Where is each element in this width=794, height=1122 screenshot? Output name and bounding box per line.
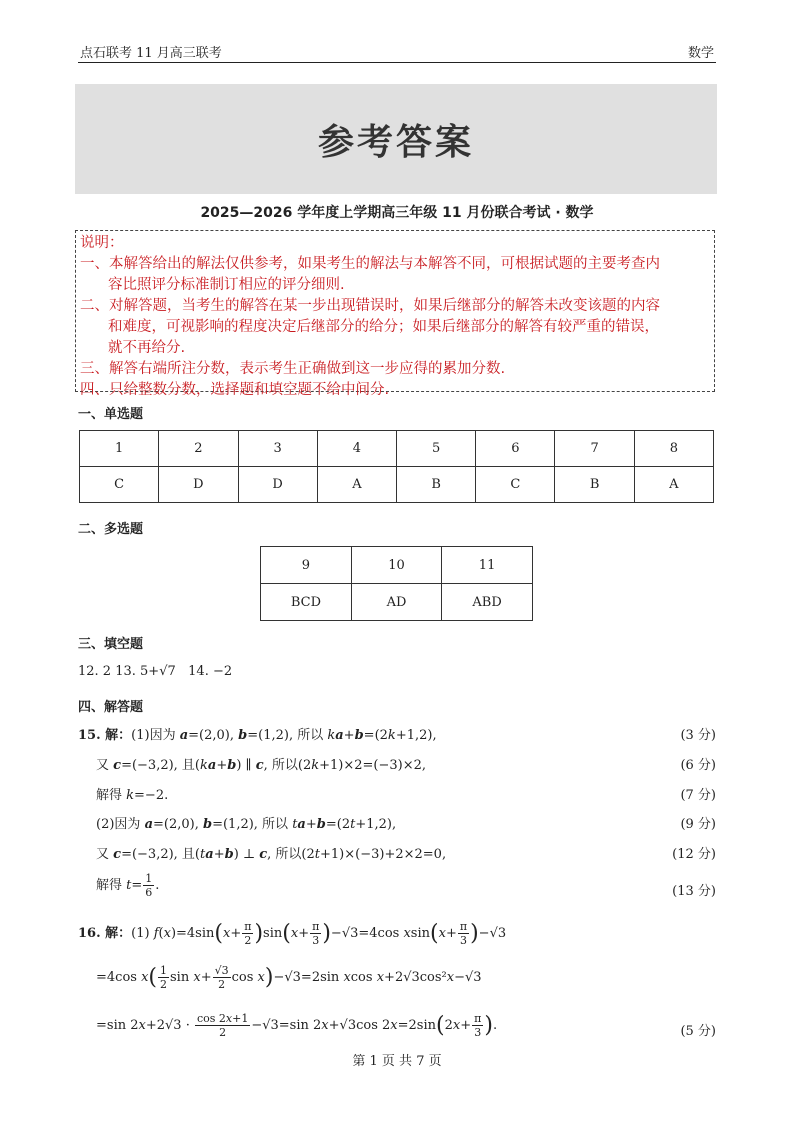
q15-line-5: 又 c=(−3,2), 且(ta+b) ⊥ c, 所以(2t+1)×(−3)+2×2=0, <box>96 847 447 862</box>
q16-label: 16. 解： <box>78 926 132 941</box>
instruction-3: 三、解答右端所注分数，表示考生正确做到这一步应得的累加分数. <box>80 361 506 377</box>
question-number: 3 <box>238 431 317 467</box>
instructions-title: 说明： <box>80 235 124 251</box>
answer-cell: B <box>397 467 476 503</box>
question-number: 11 <box>442 547 533 584</box>
answer-cell: C <box>80 467 159 503</box>
q15-line-2: 又 c=(−3,2), 且(ka+b) ∥ c, 所以(2k+1)×2=(−3)×2, <box>96 758 427 773</box>
instruction-2a: 二、对解答题，当考生的解答在某一步出现错误时，如果后继部分的解答未改变该题的内容 <box>80 298 660 314</box>
banner-title: 参考答案 <box>317 120 474 163</box>
page-footer: 第 1 页 共 7 页 <box>352 1054 442 1069</box>
fill-answer-12-13: 12. 2 13. 5+ <box>78 664 160 679</box>
q15-label: 15. 解： <box>78 728 132 743</box>
answer-cell: ABD <box>442 584 533 621</box>
answer-cell: B <box>555 467 634 503</box>
q16-line-3: =sin 2x+2√3 · $\frac{\cos 2x+1}{2}$ −√3=sin 2x+√3cos 2x=2sin(2x+ $\frac{\pi}{3}$ ). <box>96 1012 498 1039</box>
section-single-choice-title: 一、单选题 <box>78 407 144 422</box>
q15-score-6: (13 分) <box>672 884 716 899</box>
table-row <box>80 467 714 503</box>
question-number: 5 <box>397 431 476 467</box>
answer-cell: D <box>238 467 317 503</box>
header-divider <box>78 62 716 63</box>
table-row <box>261 547 533 584</box>
question-number: 1 <box>80 431 159 467</box>
multi-choice-answer-table <box>260 546 533 621</box>
q15-score-2: (6 分) <box>680 758 716 773</box>
header-subject: 数学 <box>687 46 714 61</box>
question-number: 4 <box>317 431 396 467</box>
q15-line-4: (2)因为 a=(2,0), b=(1,2), 所以 ta+b=(2t+1,2), <box>96 817 397 832</box>
answer-cell: C <box>476 467 555 503</box>
fill-answer-sqrt7: √7 <box>159 664 176 679</box>
table-row <box>80 431 714 467</box>
header-exam-name: 点石联考 11 月高三联考 <box>80 46 222 61</box>
q15-score-5: (12 分) <box>672 847 716 862</box>
answer-cell: A <box>634 467 713 503</box>
question-number: 8 <box>634 431 713 467</box>
q15-score-3: (7 分) <box>680 788 716 803</box>
answer-cell: D <box>159 467 238 503</box>
q15-line-6: 解得 t= $\frac{1}{6}$ . <box>96 872 160 899</box>
instruction-1a: 一、本解答给出的解法仅供参考，如果考生的解法与本解答不同，可根据试题的主要考查内 <box>80 256 660 272</box>
instruction-1b: 容比照评分标准制订相应的评分细则. <box>108 277 345 293</box>
instruction-4: 四、只给整数分数，选择题和填空题不给中间分. <box>80 382 390 398</box>
q16-line-1: 16. 解：(1) f(x)=4sin(x+ $\frac{\pi}{2}$ )sin(x+ $\frac{\pi}{3}$ )−√3=4cos xsin(x+ $\frac{\pi}{3}$ )−√3 <box>78 920 507 947</box>
page-header <box>80 40 714 62</box>
q15-score-1: (3 分) <box>680 728 716 743</box>
q15-score-4: (9 分) <box>680 817 716 832</box>
q15-line-1: 15. 解：(1)因为 a=(2,0), b=(1,2), 所以 ka+b=(2k+1,2), <box>78 728 437 743</box>
answer-cell: BCD <box>261 584 352 621</box>
instructions-box <box>75 230 715 398</box>
table-row <box>261 584 533 621</box>
q15-line-3: 解得 k=−2. <box>96 788 169 803</box>
answer-cell: A <box>317 467 396 503</box>
question-number: 7 <box>555 431 634 467</box>
exam-subtitle: 2025—2026 学年度上学期高三年级 11 月份联合考试 · 数学 <box>200 205 594 221</box>
question-number: 6 <box>476 431 555 467</box>
question-number: 10 <box>351 547 441 584</box>
answer-cell: AD <box>351 584 441 621</box>
section-solutions-title: 四、解答题 <box>78 700 144 715</box>
fill-answer-14: 14. −2 <box>175 664 233 679</box>
single-choice-answer-table <box>79 430 714 503</box>
q16-line-2: =4cos x( $\frac{1}{2}$ sin x+ $\frac{√3}{2}$ cos x)−√3=2sin xcos x+2√3cos²x−√3 <box>96 964 482 991</box>
title-banner <box>75 84 717 194</box>
fill-blank-answers <box>78 664 232 679</box>
section-multi-choice-title: 二、多选题 <box>78 522 144 537</box>
q16-score-1: (5 分) <box>680 1024 716 1039</box>
question-number: 9 <box>261 547 352 584</box>
section-fill-blank-title: 三、填空题 <box>78 637 144 652</box>
instruction-2b: 和难度，可视影响的程度决定后继部分的给分；如果后继部分的解答有较严重的错误， <box>108 319 659 335</box>
question-number: 2 <box>159 431 238 467</box>
instruction-2c: 就不再给分. <box>108 340 186 356</box>
